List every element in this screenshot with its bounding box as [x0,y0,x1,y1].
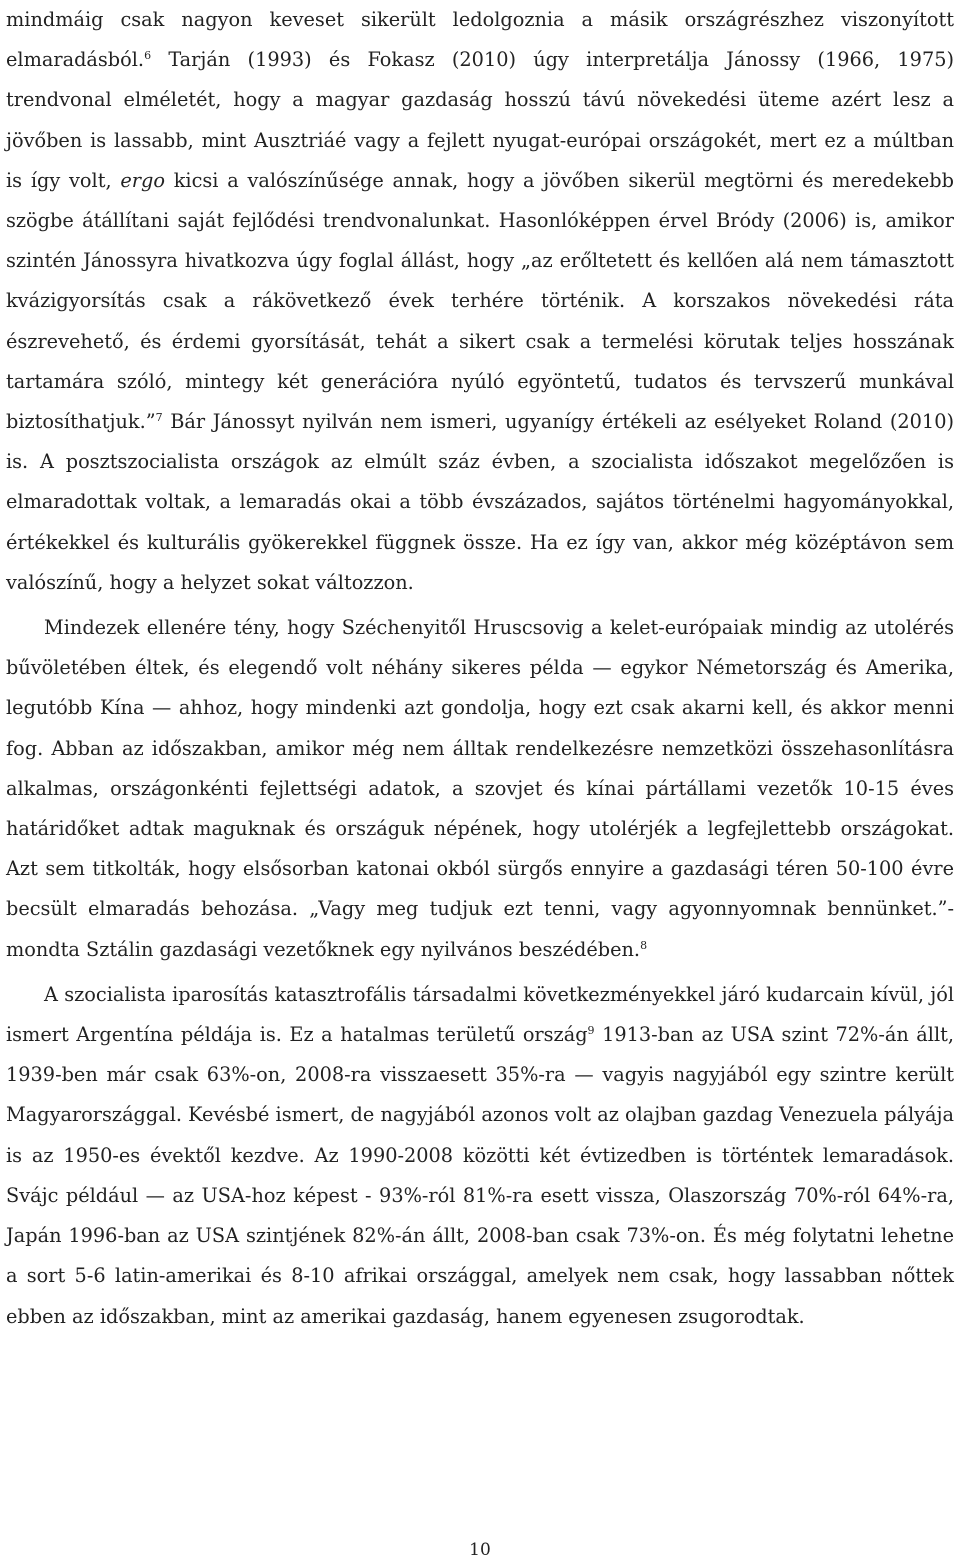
footnote-marker: 6 [144,49,152,63]
text-run: mindmáig csak nagyon keveset sikerült ledolgoznia a másik országrészhez viszonyított elmaradásból. [6,8,954,72]
italic-text: ergo [120,168,165,192]
document-page [6,0,954,1337]
text-run: 1913-ban az USA szint 72%-án állt, 1939-ben már csak 63%-on, 2008-ra visszaesett 35%-ra — vagyis nagyjából egy szintre került Magyarországgal. Kevésbé ismert, de nagyjából azonos volt az olajban gazdag Venezuela pályája is az 1950-es évektől kezdve. Az 1990-2008 közötti két évtizedben is történtek lemaradások. Svájc például — az USA-hoz képest - 93%-ról 81%-ra esett vissza, Olaszország 70%-ról 64%-ra, Japán 1996-ban az USA szintjének 82%-án állt, 2008-ban csak 73%-on. És még folytatni lehetne a sort 5-6 latin-amerikai és 8-10 afrikai országgal, amelyek nem csak, hogy lassabban nőttek ebben az időszakban, mint az amerikai gazdaság, hanem egyenesen zsugorodtak. [6,1023,955,1328]
body-paragraph [6,608,954,970]
text-run: Tarján (1993) és Fokasz (2010) úgy interpretálja Jánossy (1966, 1975) trendvonal elméletét, hogy a magyar gazdaság hosszú távú növekedési üteme azért lesz a jövőben is lassabb, mint Ausztriáé vagy a fejlett nyugat-európai országokét, mert ez a múltban is így volt, [6,48,954,192]
text-run: Mindezek ellenére tény, hogy Széchenyitől Hruscsovig a kelet-európaiak mindig az utolérés bűvöletében éltek, és elegendő volt néhány sikeres példa — egykor Németország és Amerika, legutóbb Kína — ahhoz, hogy mindenki azt gondolja, hogy ezt csak akarni kell, és akkor menni fog. Abban az időszakban, amikor még nem álltak rendelkezésre nemzetközi összehasonlításra alkalmas, országonkénti fejlettségi adatok, a szovjet és kínai pártállami vezetők 10-15 éves határidőket adtak maguknak és országuk népének, hogy utolérjék a legfejlettebb országokat. Azt sem titkolták, hogy elsősorban katonai okból sürgős ennyire a gazdasági téren 50-100 évre becsült elmaradás behozása. „Vagy meg tudjuk ezt tenni, vagy agyonnyomnak bennünket.”- mondta Sztálin gazdasági vezetőknek egy nyilvános beszédében. [6,616,954,961]
body-paragraph [6,975,954,1337]
text-run: kicsi a valószínűsége annak, hogy a jövőben sikerül megtörni és meredekebb szögbe átállítani saját fejlődési trendvonalunkat. Hasonlóképpen érvel Bródy (2006) is, amikor szintén Jánossyra hivatkozva úgy foglal állást, hogy „az erőltetett és kellően alá nem támasztott kvázigyorsítás csak a rákövetkező évek terhére történik. A korszakos növekedési ráta észrevehető, és érdemi gyorsítását, tehát a sikert csak a termelési körutak teljes hosszának tartamára szóló, mintegy két generációra nyúló egyöntetű, tudatos és tervszerű munkával biztosíthatjuk.” [6,168,954,434]
page-number: 10 [469,1540,491,1560]
footnote-marker: 8 [640,938,648,952]
body-paragraph [6,0,954,603]
text-run: Bár Jánossyt nyilván nem ismeri, ugyanígy értékeli az esélyeket Roland (2010) is. A posztszocialista országok az elmúlt száz évben, a szocialista időszakot megelőzően is elmaradottak voltak, a lemaradás okai a több évszázados, sajátos történelmi hagyományokkal, értékekkel és kulturális gyökerekkel függnek össze. Ha ez így van, akkor még középtávon sem valószínű, hogy a helyzet sokat változzon. [6,410,954,594]
footnote-marker: 9 [587,1024,595,1038]
footnote-marker: 7 [155,411,163,425]
text-run: A szocialista iparosítás katasztrofális társadalmi következményekkel járó kudarcain kívül, jól ismert Argentína példája is. Ez a hatalmas területű ország [6,982,954,1047]
